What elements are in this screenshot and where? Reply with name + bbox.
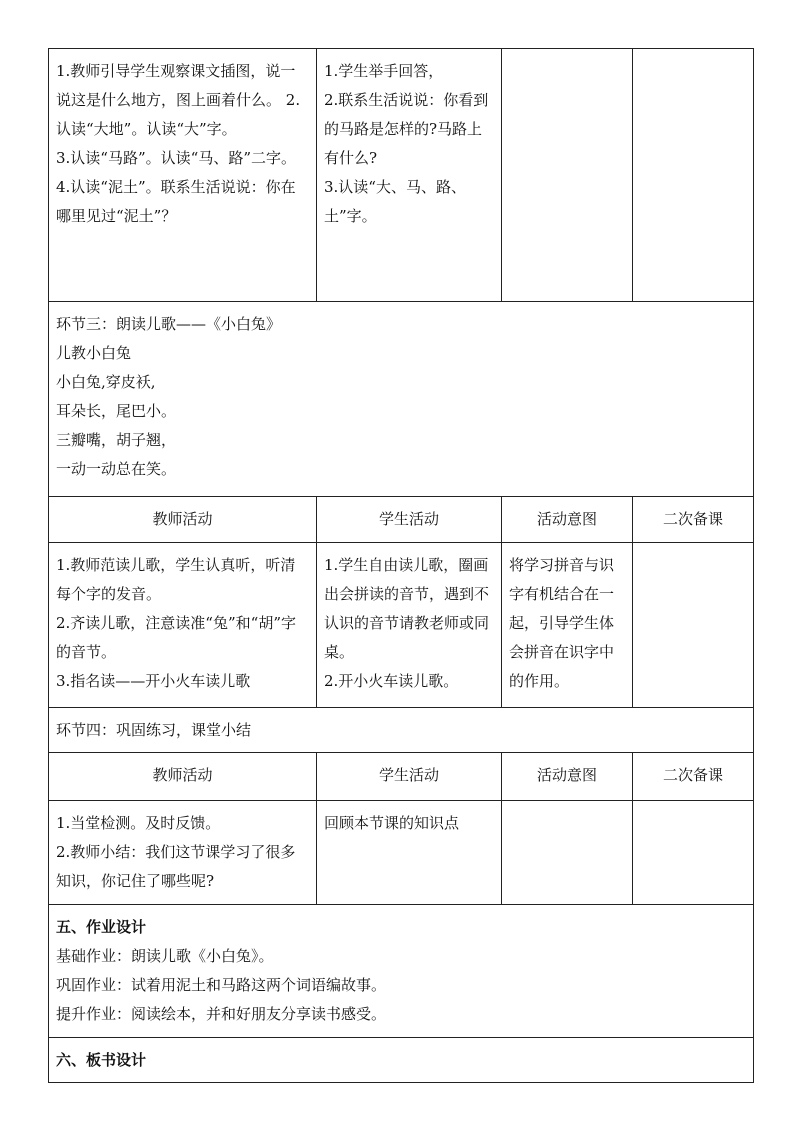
header-row	[49, 497, 754, 543]
student-activity-cell	[317, 543, 502, 708]
poem-line: 耳朵长，尾巴小。	[56, 402, 177, 420]
header-row	[49, 753, 754, 801]
poem-line: 三瓣嘴，胡子翘，	[56, 431, 177, 449]
teacher-activity-cell	[49, 543, 317, 708]
header-student-activity: 学生活动	[317, 497, 502, 543]
section-three-cell	[49, 302, 754, 497]
activity-intent-cell	[502, 49, 633, 302]
teacher-step: 2.齐读儿歌，注意读准“兔”和“胡”字的音节。	[56, 614, 296, 661]
student-step: 回顾本节课的知识点	[324, 814, 460, 832]
table-row	[49, 302, 754, 497]
student-activity-cell	[317, 49, 502, 302]
table-row	[49, 543, 754, 708]
header-activity-intent: 活动意图	[502, 753, 633, 801]
teacher-step: 3.认读“马路”。认读“马、路”二字。	[56, 149, 296, 167]
student-step: 3.认读“大、马、路、土”字。	[324, 178, 466, 225]
second-prep-cell	[633, 543, 754, 708]
activity-intent-cell	[502, 801, 633, 905]
board-design-title: 六、板书设计	[56, 1050, 147, 1069]
student-step: 2.开小火车读儿歌。	[324, 672, 459, 690]
lesson-plan-table	[48, 48, 754, 1083]
table-row	[49, 1038, 754, 1083]
header-second-prep: 二次备课	[633, 497, 754, 543]
homework-line: 提升作业：阅读绘本，并和好朋友分享读书感受。	[56, 1005, 387, 1023]
student-step: 1.学生自由读儿歌，圈画出会拼读的音节，遇到不认识的音节请教老师或同桌。	[324, 556, 490, 661]
section-title: 环节四：巩固练习，课堂小结	[56, 720, 252, 739]
student-activity-cell	[317, 801, 502, 905]
teacher-activity-cell	[49, 49, 317, 302]
board-design-cell	[49, 1038, 754, 1083]
table-row	[49, 905, 754, 1038]
header-teacher-activity: 教师活动	[49, 753, 317, 801]
student-step: 1.学生举手回答，	[324, 62, 444, 80]
header-second-prep: 二次备课	[633, 753, 754, 801]
second-prep-cell	[633, 49, 754, 302]
second-prep-cell	[633, 801, 754, 905]
header-activity-intent: 活动意图	[502, 497, 633, 543]
teacher-step: 1.教师范读儿歌，学生认真听，听清每个字的发音。	[56, 556, 296, 603]
table-row	[49, 49, 754, 302]
teacher-step: 3.指名读——开小火车读儿歌	[56, 672, 251, 690]
header-student-activity: 学生活动	[317, 753, 502, 801]
homework-title: 五、作业设计	[56, 918, 147, 936]
teacher-step: 2.教师小结：我们这节课学习了很多知识，你记住了哪些呢?	[56, 843, 296, 890]
section-title: 环节三：朗读儿歌——《小白兔》	[56, 315, 282, 333]
table-row	[49, 708, 754, 753]
table-row	[49, 801, 754, 905]
poem-line: 小白兔,穿皮袄,	[56, 373, 156, 391]
teacher-step: 4.认读“泥土”。联系生活说说：你在哪里见过“泥土”？	[56, 178, 296, 225]
section-four-cell	[49, 708, 754, 753]
student-step: 2.联系生活说说：你看到的马路是怎样的?马路上有什么?	[324, 91, 489, 167]
header-teacher-activity: 教师活动	[49, 497, 317, 543]
teacher-step: 1.教师引导学生观察课文插图，说一说这是什么地方，图上画着什么。 2.认读“大地”。认读“大”字。	[56, 62, 301, 138]
teacher-step: 1.当堂检测。及时反馈。	[56, 814, 221, 832]
homework-line: 巩固作业：试着用泥土和马路这两个词语编故事。	[56, 976, 387, 994]
poem-line: 一动一动总在笑。	[56, 460, 177, 478]
homework-cell	[49, 905, 754, 1038]
activity-intent-cell: 将学习拼音与识字有机结合在一起，引导学生体会拼音在识字中的作用。	[502, 543, 633, 708]
homework-line: 基础作业：朗读儿歌《小白兔》。	[56, 947, 274, 965]
teacher-activity-cell	[49, 801, 317, 905]
poem-line: 儿教小白兔	[56, 344, 132, 362]
